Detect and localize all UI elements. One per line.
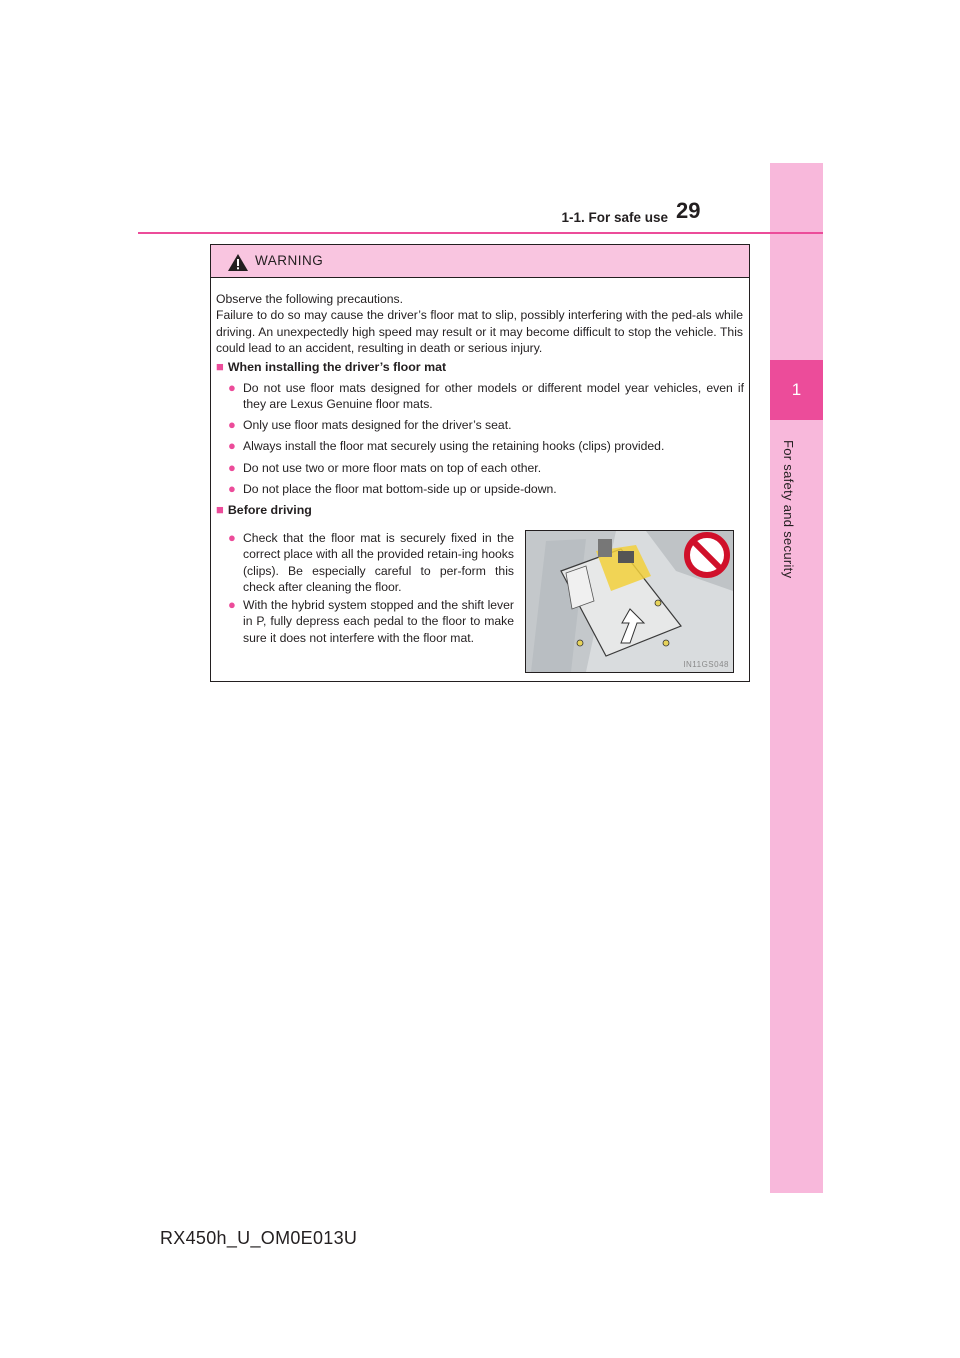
list-item: ● Do not use floor mats designed for other models or different model year vehicles, even if they are Lexus Genuine floor mats. xyxy=(228,380,744,412)
warning-intro-line2: Failure to do so may cause the driver’s floor mat to slip, possibly interfering with the ped-als while driving. An unexpectedly high speed may result or it may become difficult to stop the vehicle. This could lead to an accident, resulting in death or serious injury. xyxy=(216,308,743,356)
warning-triangle-icon xyxy=(228,254,248,271)
subheading-installing: ■ When installing the driver’s floor mat xyxy=(216,359,447,374)
circle-bullet-icon: ● xyxy=(228,380,236,395)
list-item: ● Always install the floor mat securely using the retaining hooks (clips) provided. xyxy=(228,438,665,453)
list-item: ● Do not place the floor mat bottom-side up or upside-down. xyxy=(228,481,557,496)
circle-bullet-icon: ● xyxy=(228,481,236,496)
warning-intro xyxy=(216,291,743,357)
list-item: ● Do not use two or more floor mats on top of each other. xyxy=(228,460,542,475)
chapter-title: For safety and security xyxy=(781,440,796,579)
header-rule xyxy=(138,232,823,234)
square-bullet-icon: ■ xyxy=(216,502,224,517)
chapter-number: 1 xyxy=(791,380,802,399)
square-bullet-icon: ■ xyxy=(216,359,224,374)
circle-bullet-icon: ● xyxy=(228,417,236,432)
chapter-side-tab xyxy=(770,163,823,1193)
section-title: 1-1. For safe use xyxy=(561,210,668,225)
circle-bullet-icon: ● xyxy=(228,438,236,453)
circle-bullet-icon: ● xyxy=(228,460,236,475)
list-item: ● Only use floor mats designed for the driver’s seat. xyxy=(228,417,512,432)
warning-box xyxy=(210,244,750,682)
list-item: ● Check that the floor mat is securely fixed in the correct place with all the provided retain-ing hooks (clips). Be especially careful to per-form this check after cleaning the floor. xyxy=(228,530,514,595)
footer-model-code: RX450h_U_OM0E013U xyxy=(160,1228,358,1248)
list-item: ● With the hybrid system stopped and the shift lever in P, fully depress each pedal to the floor to make sure it does not interfere with the floor mat. xyxy=(228,597,514,645)
page-number: 29 xyxy=(676,198,701,223)
subheading-before-driving: ■ Before driving xyxy=(216,502,312,517)
warning-title: WARNING xyxy=(255,253,324,268)
warning-intro-line1: Observe the following precautions. xyxy=(216,292,403,306)
figure-code: IN11GS048 xyxy=(683,660,729,669)
floor-mat-drawing xyxy=(526,531,733,672)
floor-mat-illustration xyxy=(525,530,734,673)
circle-bullet-icon: ● xyxy=(228,530,236,545)
warning-header xyxy=(211,245,749,278)
circle-bullet-icon: ● xyxy=(228,597,236,612)
